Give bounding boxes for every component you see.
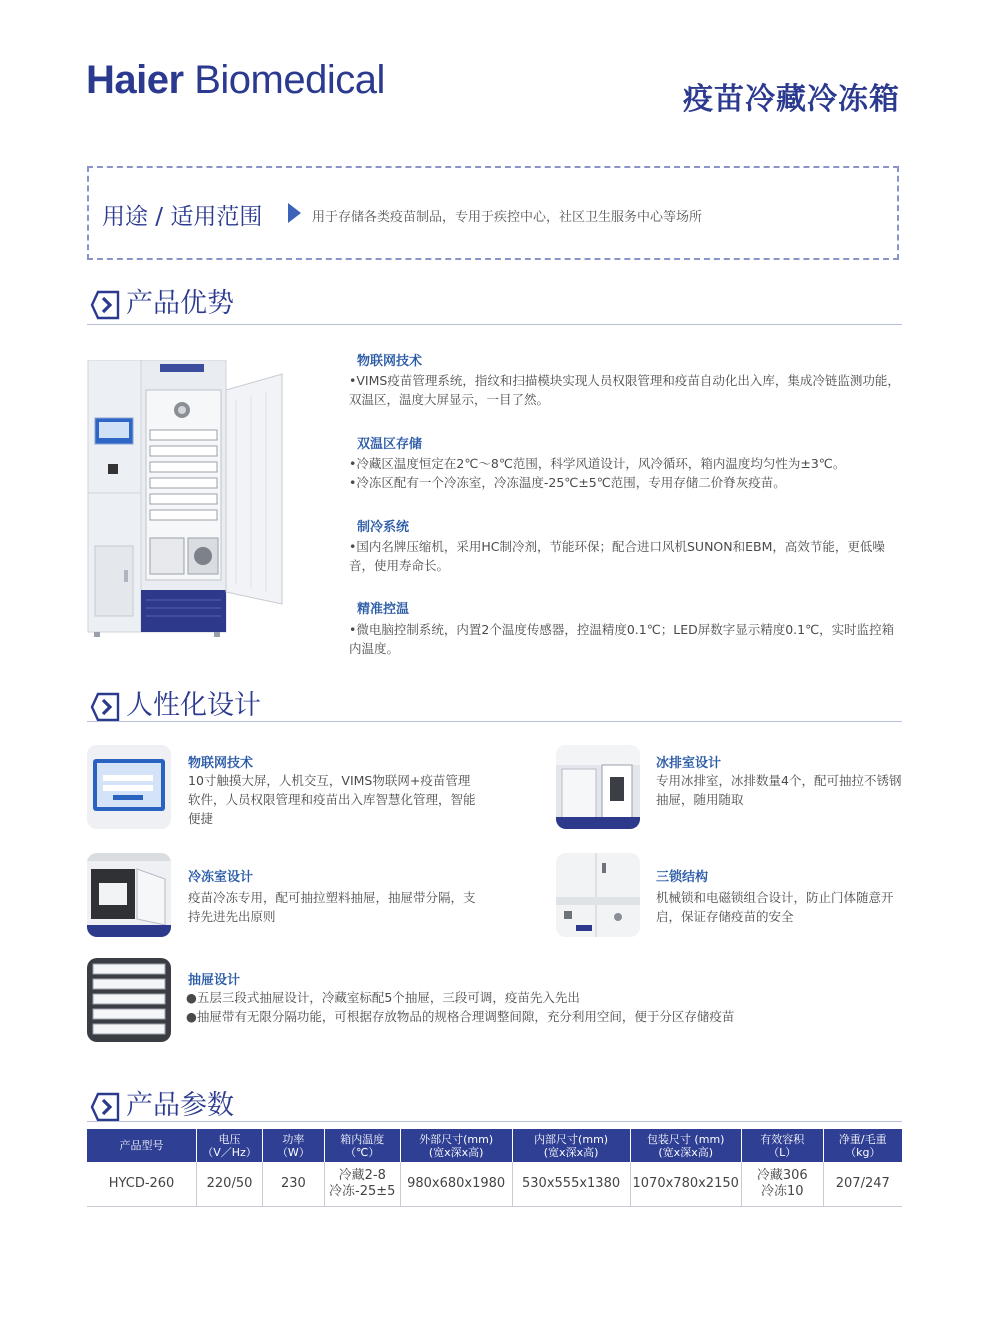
section-title: 产品优势 — [126, 288, 234, 319]
touchscreen-thumbnail — [87, 745, 171, 829]
header-power: 功率 （W） — [262, 1129, 324, 1162]
cell-internal-size: 530x555x1380 — [512, 1162, 630, 1207]
document-title: 疫苗冷藏冷冻箱 — [683, 82, 900, 117]
section-divider — [87, 721, 902, 722]
brand-name-bold: Haier — [86, 58, 184, 102]
design-title-drawer: 抽屉设计 — [188, 973, 241, 988]
section-title: 人性化设计 — [126, 690, 261, 721]
cell-temperature: 冷藏2-8 冷冻-25±5 — [324, 1162, 400, 1207]
design-text-drawer-1: ●五层三段式抽屉设计，冷藏室标配5个抽屉，三段可调，疫苗先入先出 — [186, 990, 580, 1005]
ice-pack-room-thumbnail — [556, 745, 640, 829]
header-voltage: 电压 （V／Hz） — [197, 1129, 263, 1162]
section-chevron-icon — [90, 290, 120, 320]
cell-voltage: 220/50 — [197, 1162, 263, 1207]
advantage-text-iot: •VIMS疫苗管理系统，指纹和扫描模块实现人员权限管理和疫苗自动化出入库，集成冷链监测功能，双温区，温度大屏显示，一目了然。 — [349, 373, 900, 407]
section-title: 产品参数 — [126, 1090, 234, 1121]
header-temperature: 箱内温度 （℃） — [324, 1129, 400, 1162]
usage-text: 用于存储各类疫苗制品，专用于疾控中心，社区卫生服务中心等场所 — [312, 210, 703, 225]
freezer-room-thumbnail — [87, 853, 171, 937]
usage-title: 用途 / 适用范围 — [102, 204, 263, 230]
advantage-title-refrigeration: 制冷系统 — [357, 520, 410, 535]
design-title-ice-pack: 冰排室设计 — [656, 756, 722, 771]
header-capacity: 有效容积 （L） — [741, 1129, 823, 1162]
header-package-size: 包装尺寸 (mm) (宽x深x高) — [630, 1129, 741, 1162]
design-text-lock: 机械锁和电磁锁组合设计，防止门体随意开启，保证存储疫苗的安全 — [656, 890, 894, 924]
freezer-product-image — [86, 360, 286, 638]
brand-name-regular: Biomedical — [194, 58, 385, 102]
section-chevron-icon — [90, 692, 120, 722]
table-row — [87, 1162, 902, 1207]
brand-logo — [86, 58, 385, 103]
design-text-ice-pack: 专用冰排室，冰排数量4个，配可抽拉不锈钢抽屉，随用随取 — [656, 773, 902, 807]
header-external-size: 外部尺寸(mm) (宽x深x高) — [400, 1129, 512, 1162]
params-table — [87, 1129, 902, 1207]
cell-power: 230 — [262, 1162, 324, 1207]
section-divider — [87, 1121, 902, 1122]
cell-model: HYCD-260 — [87, 1162, 197, 1207]
design-text-drawer-2: ●抽屉带有无限分隔功能，可根据存放物品的规格合理调整间隙，充分利用空间，便于分区存储疫苗 — [186, 1009, 735, 1024]
drawer-thumbnail — [87, 958, 171, 1042]
design-text-iot: 10寸触摸大屏，人机交互，VIMS物联网+疫苗管理软件，人员权限管理和疫苗出入库智慧化管理，智能便捷 — [188, 773, 476, 826]
cell-package-size: 1070x780x2150 — [630, 1162, 741, 1207]
header-model: 产品型号 — [87, 1129, 197, 1162]
params-header-row — [87, 1129, 902, 1162]
advantage-title-temp-control: 精准控温 — [357, 602, 410, 617]
advantage-text-dual-zone-1: •冷藏区温度恒定在2℃～8℃范围，科学风道设计，风冷循环，箱内温度均匀性为±3℃。 — [349, 456, 846, 471]
design-text-freezer: 疫苗冷冻专用，配可抽拉塑料抽屉，抽屉带分隔，支持先进先出原则 — [188, 890, 476, 924]
cell-weight: 207/247 — [823, 1162, 902, 1207]
section-heading-params — [90, 1083, 234, 1122]
design-title-lock: 三锁结构 — [656, 870, 709, 885]
arrow-right-icon — [288, 203, 301, 223]
design-title-iot: 物联网技术 — [188, 756, 254, 771]
section-chevron-icon — [90, 1092, 120, 1122]
advantage-text-refrigeration: •国内名牌压缩机，采用HC制冷剂，节能环保；配合进口风机SUNON和EBM，高效节能，更低噪音，使用寿命长。 — [349, 539, 885, 573]
header-weight: 净重/毛重 （kg） — [823, 1129, 902, 1162]
advantage-text-dual-zone-2: •冷冻区配有一个冷冻室，冷冻温度-25℃±5℃范围，专用存储二价脊灰疫苗。 — [349, 475, 786, 490]
advantage-title-dual-zone: 双温区存储 — [357, 437, 423, 452]
section-heading-design — [90, 683, 261, 722]
header-internal-size: 内部尺寸(mm) (宽x深x高) — [512, 1129, 630, 1162]
cell-capacity: 冷藏306 冷冻10 — [741, 1162, 823, 1207]
design-title-freezer: 冷冻室设计 — [188, 870, 254, 885]
advantage-title-iot: 物联网技术 — [357, 354, 423, 369]
section-heading-advantages — [90, 281, 234, 320]
section-divider — [87, 324, 902, 325]
cell-external-size: 980x680x1980 — [400, 1162, 512, 1207]
triple-lock-thumbnail — [556, 853, 640, 937]
advantage-text-temp-control: •微电脑控制系统，内置2个温度传感器，控温精度0.1℃；LED屏数字显示精度0.1℃，实时监控箱内温度。 — [349, 622, 895, 656]
